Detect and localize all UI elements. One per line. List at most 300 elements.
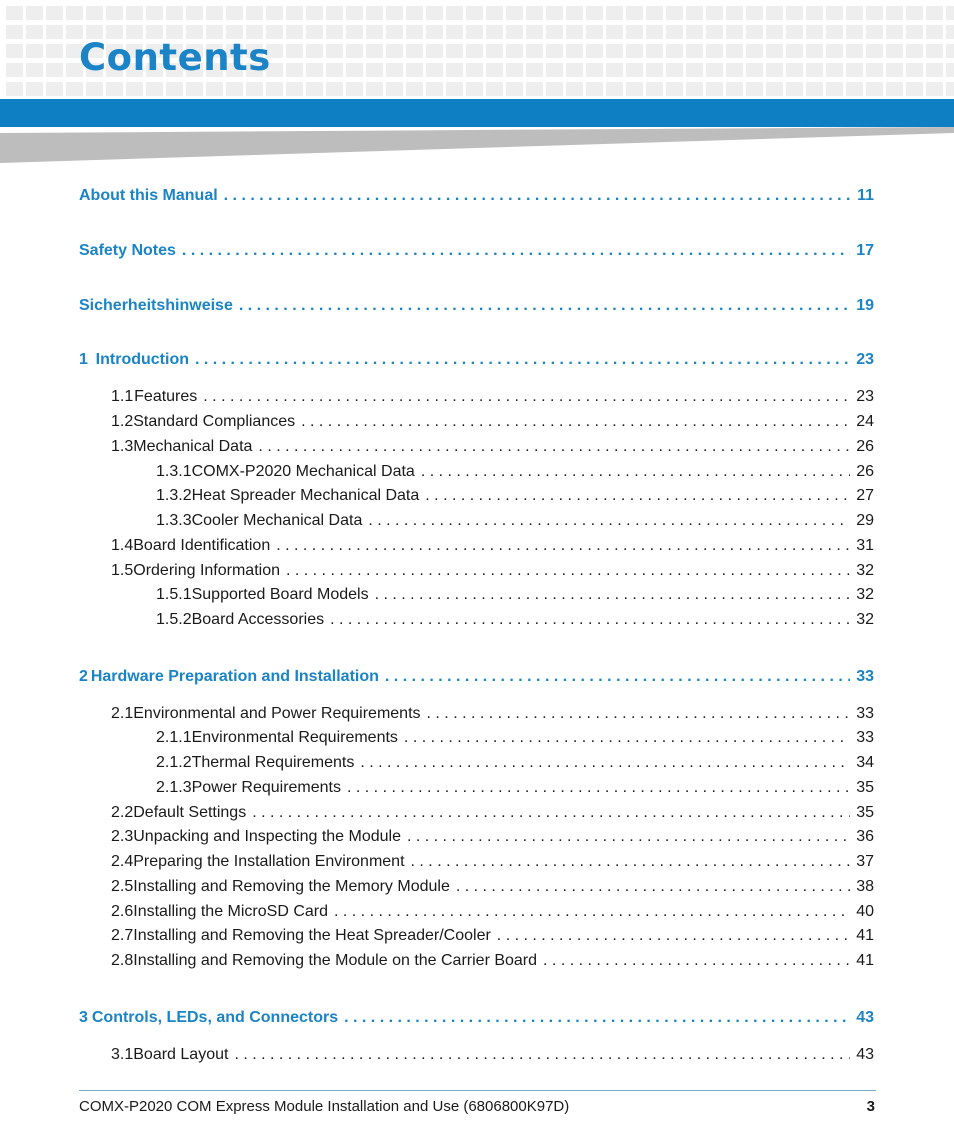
toc-item-number: 2.1.3 <box>156 779 192 796</box>
pattern-square <box>506 82 523 96</box>
pattern-square <box>166 82 183 96</box>
footer-divider <box>79 1090 876 1091</box>
toc-entry-page: 19 <box>856 297 874 314</box>
pattern-square <box>746 6 763 20</box>
pattern-square <box>346 63 363 77</box>
toc-chapter-2[interactable] <box>79 667 874 687</box>
pattern-square <box>306 6 323 20</box>
toc-leader <box>543 951 850 971</box>
pattern-square <box>566 6 583 20</box>
pattern-square <box>166 6 183 20</box>
pattern-square <box>426 82 443 96</box>
toc-item-label: Power Requirements <box>191 779 341 796</box>
toc-item[interactable] <box>111 827 874 847</box>
pattern-square <box>326 25 343 39</box>
pattern-square <box>346 44 363 58</box>
pattern-square <box>126 82 143 96</box>
toc-item-number: 2.5 <box>111 878 134 895</box>
pattern-square <box>386 82 403 96</box>
footer-document-title: COMX-P2020 COM Express Module Installation and Use (6806800K97D) <box>79 1098 570 1115</box>
pattern-square <box>486 6 503 20</box>
pattern-square <box>546 82 563 96</box>
pattern-square <box>446 63 463 77</box>
pattern-square <box>886 6 903 20</box>
toc-item-label: Cooler Mechanical Data <box>191 512 363 529</box>
toc-item[interactable] <box>111 852 874 872</box>
pattern-square <box>626 6 643 20</box>
toc-item-label: Environmental Requirements <box>191 729 398 746</box>
pattern-square <box>946 25 954 39</box>
pattern-square <box>846 6 863 20</box>
pattern-square <box>266 6 283 20</box>
toc-item-label: Board Accessories <box>191 611 325 628</box>
pattern-square <box>886 44 903 58</box>
pattern-square <box>806 25 823 39</box>
pattern-square <box>66 6 83 20</box>
pattern-square <box>926 82 943 96</box>
pattern-square <box>786 6 803 20</box>
toc-entry-page: 33 <box>856 668 874 685</box>
toc-item-label: Thermal Requirements <box>191 754 355 771</box>
pattern-square <box>566 63 583 77</box>
pattern-square <box>46 6 63 20</box>
pattern-square <box>606 63 623 77</box>
toc-item[interactable] <box>111 536 874 556</box>
toc-item-page: 41 <box>856 927 874 944</box>
pattern-square <box>586 82 603 96</box>
pattern-square <box>846 25 863 39</box>
toc-item-page: 34 <box>856 754 874 771</box>
pattern-square <box>586 25 603 39</box>
pattern-square <box>626 25 643 39</box>
pattern-square <box>526 44 543 58</box>
pattern-square <box>306 44 323 58</box>
pattern-square <box>546 44 563 58</box>
pattern-square <box>46 25 63 39</box>
toc-subitem[interactable] <box>156 585 874 605</box>
toc-item-page: 40 <box>856 903 874 920</box>
pattern-square <box>646 44 663 58</box>
toc-chapter-3[interactable] <box>79 1008 874 1028</box>
pattern-square <box>306 82 323 96</box>
pattern-square <box>326 44 343 58</box>
toc-item-page: 32 <box>856 586 874 603</box>
pattern-square <box>766 25 783 39</box>
toc-item-label: COMX-P2020 Mechanical Data <box>191 463 415 480</box>
pattern-square <box>46 44 63 58</box>
pattern-square <box>606 82 623 96</box>
pattern-square <box>946 44 954 58</box>
toc-item-number: 2.2 <box>111 804 134 821</box>
toc-subitem[interactable] <box>156 778 874 798</box>
toc-item[interactable] <box>111 437 874 457</box>
pattern-square <box>406 6 423 20</box>
toc-item-label: Installing and Removing the Module on the Carrier Board <box>133 952 538 969</box>
toc-leader <box>375 585 851 605</box>
pattern-square <box>646 63 663 77</box>
toc-item-number: 2.7 <box>111 927 134 944</box>
toc-item-page: 29 <box>856 512 874 529</box>
toc-item-label: Heat Spreader Mechanical Data <box>191 487 420 504</box>
pattern-square <box>926 44 943 58</box>
toc-item-label: Installing and Removing the Heat Spreader/Cooler <box>133 927 491 944</box>
toc-item-number: 2.6 <box>111 903 134 920</box>
toc-item-page: 33 <box>856 705 874 722</box>
pattern-square <box>926 25 943 39</box>
pattern-square <box>446 25 463 39</box>
page-title: Contents <box>79 36 271 79</box>
toc-item-number: 1.4 <box>111 537 134 554</box>
toc-leader <box>360 753 850 773</box>
pattern-square <box>546 6 563 20</box>
toc-subitem[interactable] <box>156 610 874 630</box>
pattern-square <box>346 6 363 20</box>
toc-entry-page: 17 <box>856 242 874 259</box>
pattern-square <box>786 44 803 58</box>
toc-leader <box>411 852 851 872</box>
toc-item-label: Board Layout <box>133 1046 229 1063</box>
pattern-square <box>546 25 563 39</box>
toc-entry-page: 43 <box>856 1009 874 1026</box>
pattern-square <box>406 63 423 77</box>
pattern-square <box>566 44 583 58</box>
pattern-square <box>326 63 343 77</box>
pattern-square <box>606 44 623 58</box>
pattern-square <box>546 63 563 77</box>
pattern-square <box>746 82 763 96</box>
pattern-square <box>466 44 483 58</box>
pattern-square <box>866 82 883 96</box>
pattern-square <box>846 44 863 58</box>
footer-page-number: 3 <box>866 1098 875 1115</box>
pattern-square <box>766 6 783 20</box>
toc-item-page: 26 <box>856 463 874 480</box>
header-blue-bar <box>0 99 954 127</box>
pattern-square <box>786 82 803 96</box>
toc-item-label: Unpacking and Inspecting the Module <box>133 828 401 845</box>
toc-entry-page: 23 <box>856 351 874 368</box>
pattern-square <box>506 25 523 39</box>
pattern-square <box>306 25 323 39</box>
pattern-square <box>706 6 723 20</box>
pattern-square <box>366 63 383 77</box>
toc-item-page: 38 <box>856 878 874 895</box>
pattern-square <box>566 25 583 39</box>
pattern-square <box>406 25 423 39</box>
pattern-square <box>246 6 263 20</box>
toc-chapter-number: 1 <box>79 351 88 368</box>
toc-entry-safety-notes[interactable] <box>79 241 874 261</box>
pattern-square <box>326 82 343 96</box>
pattern-square <box>386 6 403 20</box>
pattern-square <box>846 63 863 77</box>
toc-leader <box>425 486 850 506</box>
pattern-square <box>466 6 483 20</box>
pattern-square <box>366 82 383 96</box>
toc-item-number: 1.2 <box>111 413 134 430</box>
toc-item-number: 1.5.1 <box>156 586 192 603</box>
pattern-square <box>726 82 743 96</box>
pattern-square <box>706 82 723 96</box>
pattern-square <box>866 63 883 77</box>
pattern-square <box>6 44 23 58</box>
pattern-square <box>786 25 803 39</box>
pattern-square <box>906 25 923 39</box>
pattern-square <box>626 82 643 96</box>
pattern-square <box>466 63 483 77</box>
pattern-square <box>6 6 23 20</box>
pattern-square <box>886 25 903 39</box>
toc-item-number: 2.8 <box>111 952 134 969</box>
pattern-square <box>666 25 683 39</box>
pattern-square <box>926 6 943 20</box>
toc-item-number: 1.1 <box>111 388 134 405</box>
pattern-square <box>586 63 603 77</box>
pattern-square <box>266 82 283 96</box>
pattern-square <box>106 6 123 20</box>
toc-item-label: Features <box>134 388 198 405</box>
toc-item[interactable] <box>111 561 874 581</box>
toc-leader <box>276 536 850 556</box>
toc-chapter-number: 2 <box>79 668 88 685</box>
pattern-square <box>866 25 883 39</box>
toc-item-page: 33 <box>856 729 874 746</box>
toc-subitem[interactable] <box>156 486 874 506</box>
toc-leader <box>368 511 850 531</box>
pattern-square <box>386 44 403 58</box>
toc-leader <box>258 437 850 457</box>
pattern-square <box>946 82 954 96</box>
pattern-square <box>226 6 243 20</box>
pattern-square <box>346 25 363 39</box>
pattern-square <box>286 44 303 58</box>
pattern-square <box>406 82 423 96</box>
pattern-square <box>926 63 943 77</box>
pattern-square <box>146 6 163 20</box>
pattern-square <box>246 82 263 96</box>
pattern-square <box>226 82 243 96</box>
pattern-square <box>526 82 543 96</box>
toc-subitem[interactable] <box>156 462 874 482</box>
pattern-square <box>26 63 43 77</box>
toc-subitem[interactable] <box>156 511 874 531</box>
toc-leader <box>407 827 850 847</box>
pattern-square <box>946 63 954 77</box>
pattern-square <box>706 25 723 39</box>
toc-item-number: 1.5.2 <box>156 611 192 628</box>
toc-item-number: 1.3.1 <box>156 463 192 480</box>
pattern-square <box>586 6 603 20</box>
toc-leader <box>456 877 850 897</box>
pattern-square <box>526 63 543 77</box>
pattern-square <box>866 6 883 20</box>
toc-leader <box>404 728 850 748</box>
toc-item[interactable] <box>111 412 874 432</box>
toc-entry-page: 11 <box>857 187 874 204</box>
pattern-square <box>906 6 923 20</box>
toc-item-label: Preparing the Installation Environment <box>133 853 405 870</box>
pattern-square <box>406 44 423 58</box>
pattern-square <box>346 82 363 96</box>
toc-entry-label: Sicherheitshinweise <box>79 297 233 314</box>
header-grey-wedge <box>0 127 954 163</box>
pattern-square <box>326 6 343 20</box>
toc-item-label: Standard Compliances <box>133 413 296 430</box>
toc-entry-about[interactable] <box>79 186 874 206</box>
toc-leader <box>427 704 851 724</box>
pattern-square <box>686 82 703 96</box>
pattern-square <box>766 44 783 58</box>
toc-item[interactable] <box>111 387 874 407</box>
pattern-square <box>826 25 843 39</box>
pattern-square <box>586 44 603 58</box>
pattern-square <box>426 44 443 58</box>
pattern-square <box>606 6 623 20</box>
toc-item-page: 26 <box>856 438 874 455</box>
pattern-square <box>366 6 383 20</box>
pattern-square <box>886 82 903 96</box>
toc-item-page: 41 <box>856 952 874 969</box>
pattern-square <box>426 6 443 20</box>
pattern-square <box>806 63 823 77</box>
pattern-square <box>386 25 403 39</box>
pattern-square <box>626 44 643 58</box>
pattern-square <box>286 82 303 96</box>
pattern-square <box>706 63 723 77</box>
toc-item-label: Default Settings <box>133 804 247 821</box>
toc-item-number: 2.1 <box>111 705 134 722</box>
pattern-square <box>666 63 683 77</box>
pattern-square <box>726 6 743 20</box>
toc-item[interactable] <box>111 1045 874 1065</box>
toc-item-label: Environmental and Power Requirements <box>133 705 421 722</box>
pattern-square <box>726 63 743 77</box>
pattern-square <box>746 63 763 77</box>
pattern-square <box>306 63 323 77</box>
pattern-square <box>846 82 863 96</box>
toc-leader <box>497 926 850 946</box>
toc-item-page: 43 <box>856 1046 874 1063</box>
toc-item-number: 1.3.3 <box>156 512 192 529</box>
toc-entry-sicherheitshinweise[interactable] <box>79 296 874 316</box>
pattern-square <box>946 6 954 20</box>
pattern-square <box>26 25 43 39</box>
pattern-square <box>506 63 523 77</box>
toc-item-number: 1.5 <box>111 562 134 579</box>
toc-item-page: 24 <box>856 413 874 430</box>
pattern-square <box>686 6 703 20</box>
pattern-square <box>486 44 503 58</box>
pattern-square <box>486 25 503 39</box>
pattern-square <box>786 63 803 77</box>
pattern-square <box>66 82 83 96</box>
toc-item-label: Board Identification <box>133 537 271 554</box>
pattern-square <box>26 44 43 58</box>
pattern-square <box>146 82 163 96</box>
toc-item[interactable] <box>111 704 874 724</box>
toc-entry-label: Introduction <box>95 351 189 368</box>
toc-item-number: 1.3 <box>111 438 134 455</box>
pattern-square <box>126 6 143 20</box>
pattern-square <box>906 82 923 96</box>
pattern-square <box>446 6 463 20</box>
pattern-square <box>186 82 203 96</box>
pattern-square <box>206 82 223 96</box>
toc-leader <box>385 667 850 687</box>
pattern-square <box>486 63 503 77</box>
toc-item-page: 32 <box>856 611 874 628</box>
toc-item-page: 32 <box>856 562 874 579</box>
pattern-square <box>26 6 43 20</box>
toc-subitem[interactable] <box>156 753 874 773</box>
pattern-square <box>506 44 523 58</box>
toc-item-page: 35 <box>856 779 874 796</box>
pattern-square <box>806 6 823 20</box>
pattern-square <box>666 6 683 20</box>
pattern-square <box>686 63 703 77</box>
pattern-square <box>746 44 763 58</box>
pattern-square <box>6 63 23 77</box>
pattern-square <box>906 63 923 77</box>
toc-item-label: Installing the MicroSD Card <box>133 903 328 920</box>
pattern-square <box>426 63 443 77</box>
pattern-square <box>566 82 583 96</box>
pattern-square <box>626 63 643 77</box>
toc-leader <box>203 387 850 407</box>
pattern-square <box>6 82 23 96</box>
pattern-square <box>46 63 63 77</box>
toc-leader <box>344 1008 850 1028</box>
pattern-square <box>86 82 103 96</box>
toc-item-number: 2.3 <box>111 828 134 845</box>
toc-item[interactable] <box>111 877 874 897</box>
pattern-square <box>766 82 783 96</box>
toc-item[interactable] <box>111 951 874 971</box>
toc-subitem[interactable] <box>156 728 874 748</box>
pattern-square <box>526 6 543 20</box>
pattern-square <box>746 25 763 39</box>
pattern-square <box>286 6 303 20</box>
pattern-square <box>706 44 723 58</box>
toc-chapter-1[interactable] <box>79 350 874 370</box>
pattern-square <box>666 82 683 96</box>
toc-item-label: Installing and Removing the Memory Module <box>133 878 450 895</box>
pattern-square <box>186 6 203 20</box>
toc-item-page: 37 <box>856 853 874 870</box>
pattern-square <box>286 25 303 39</box>
pattern-square <box>366 44 383 58</box>
pattern-square <box>446 82 463 96</box>
toc-item[interactable] <box>111 803 874 823</box>
toc-item-number: 2.1.2 <box>156 754 192 771</box>
pattern-square <box>46 82 63 96</box>
pattern-square <box>806 44 823 58</box>
toc-item-number: 1.3.2 <box>156 487 192 504</box>
pattern-square <box>386 63 403 77</box>
pattern-square <box>86 6 103 20</box>
pattern-square <box>646 25 663 39</box>
pattern-square <box>526 25 543 39</box>
toc-item-number: 3.1 <box>111 1046 134 1063</box>
toc-entry-label: Controls, LEDs, and Connectors <box>91 1009 339 1026</box>
pattern-square <box>646 6 663 20</box>
toc-item[interactable] <box>111 926 874 946</box>
toc-item-page: 23 <box>856 388 874 405</box>
toc-leader <box>239 296 850 316</box>
pattern-square <box>506 6 523 20</box>
toc-leader <box>421 462 850 482</box>
toc-item[interactable] <box>111 902 874 922</box>
